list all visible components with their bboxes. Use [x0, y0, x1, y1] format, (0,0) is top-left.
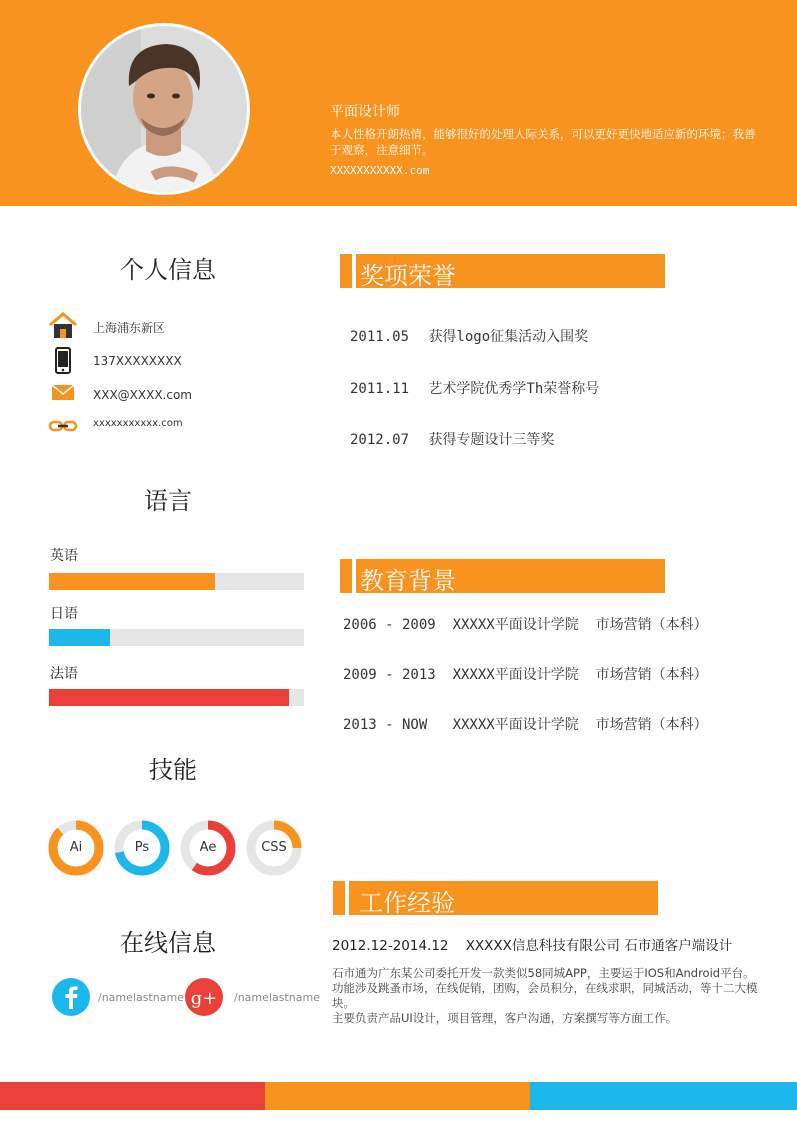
education-item: 2006 - 2009 XXXXX平面设计学院 市场营销（本科）: [343, 617, 708, 633]
work-desc-line: 石市通为广东某公司委托开发一款类似58同城APP，主要运于IOS和Android平台。: [332, 966, 755, 980]
online-info-title: 在线信息: [120, 929, 216, 957]
facebook-handle[interactable]: /namelastname: [98, 991, 184, 1004]
award-item: [350, 326, 588, 346]
language-label-english: 英语: [50, 548, 78, 564]
skills-title: 技能: [149, 756, 197, 784]
google-plus-handle[interactable]: /namelastname: [234, 991, 320, 1004]
personal-info-title: 个人信息: [120, 256, 216, 284]
work-description: [332, 966, 772, 1026]
award-item: [350, 429, 554, 449]
award-item: [350, 378, 599, 398]
language-bar-japanese: [49, 629, 304, 646]
self-introduction: 本人性格开朗热情，能够很好的处理人际关系，可以更好更快地适应新的环境；我善于观察，注意细节。: [330, 127, 756, 157]
work-title: 工作经验: [359, 889, 455, 917]
awards-title: 奖项荣誉: [360, 262, 456, 290]
work-header: 2012.12-2014.12 XXXXX信息科技有限公司 石市通客户端设计: [332, 938, 733, 954]
work-desc-line: 主要负责产品UI设计，项目管理，客户沟通，方案撰写等方面工作。: [332, 1011, 678, 1025]
skill-label-ps: Ps: [134, 840, 150, 855]
language-bar-japanese-fill: [49, 629, 110, 646]
google-plus-icon[interactable]: [185, 978, 223, 1016]
link-text[interactable]: xxxxxxxxxxx.com: [93, 418, 183, 429]
email-text[interactable]: XXX@XXXX.com: [93, 388, 192, 402]
award-text: 获得专题设计三等奖: [428, 432, 555, 448]
skill-ring-ae: [180, 820, 236, 876]
home-icon: [48, 311, 78, 341]
avatar: [78, 23, 250, 195]
award-date: 2011.11: [350, 381, 410, 397]
skill-label-ae: Ae: [199, 840, 217, 855]
mail-icon: [48, 380, 78, 410]
info-row-email: [48, 380, 308, 410]
portrait-image: [81, 26, 247, 192]
banner-marker: [345, 881, 349, 915]
job-title: 平面设计师: [330, 104, 400, 120]
award-text: 获得logo征集活动入围奖: [428, 329, 589, 345]
skill-ring-css: [246, 820, 302, 876]
award-date: 2012.07: [350, 432, 410, 448]
award-date: 2011.05: [350, 329, 410, 345]
link-icon: [48, 412, 78, 442]
phone-icon: [48, 346, 78, 376]
address-text: 上海浦东新区: [93, 321, 166, 335]
svg-text:g+: g+: [190, 988, 218, 1009]
info-row-link: [48, 412, 308, 442]
language-bar-french: [49, 689, 304, 706]
language-label-french: 法语: [50, 666, 78, 682]
skill-label-css: CSS: [261, 840, 287, 855]
work-desc-line: 功能涉及跳蚤市场，在线促销，团购，会员积分，在线求职，同城活动，等十二大模块。: [332, 981, 758, 1010]
footer-bar-red: [0, 1082, 265, 1110]
info-row-phone: [48, 346, 308, 376]
banner-marker: [352, 559, 356, 593]
footer-bar-blue: [530, 1082, 797, 1110]
language-bar-english: [49, 573, 304, 590]
info-row-address: [48, 311, 308, 341]
language-bar-french-fill: [49, 689, 289, 706]
language-label-japanese: 日语: [50, 606, 78, 622]
facebook-icon[interactable]: [52, 978, 90, 1016]
skill-ring-ps: [114, 820, 170, 876]
award-text: 艺术学院优秀学Th荣誉称号: [428, 381, 600, 397]
skill-ring-ai: [48, 820, 104, 876]
banner-marker: [352, 254, 356, 288]
education-title: 教育背景: [360, 567, 456, 595]
footer-bar-orange: [265, 1082, 530, 1110]
website-link[interactable]: XXXXXXXXXXX.com: [330, 164, 430, 177]
language-title: 语言: [144, 487, 192, 515]
phone-text: 137XXXXXXXX: [93, 354, 182, 368]
education-banner: [340, 559, 665, 593]
education-item: 2013 - NOW XXXXX平面设计学院 市场营销（本科）: [343, 717, 708, 733]
header-banner: [0, 0, 797, 206]
language-bar-english-fill: [49, 573, 215, 590]
awards-banner: [340, 254, 665, 288]
skill-label-ai: Ai: [69, 840, 83, 855]
work-banner: [333, 881, 658, 915]
education-item: 2009 - 2013 XXXXX平面设计学院 市场营销（本科）: [343, 667, 708, 683]
